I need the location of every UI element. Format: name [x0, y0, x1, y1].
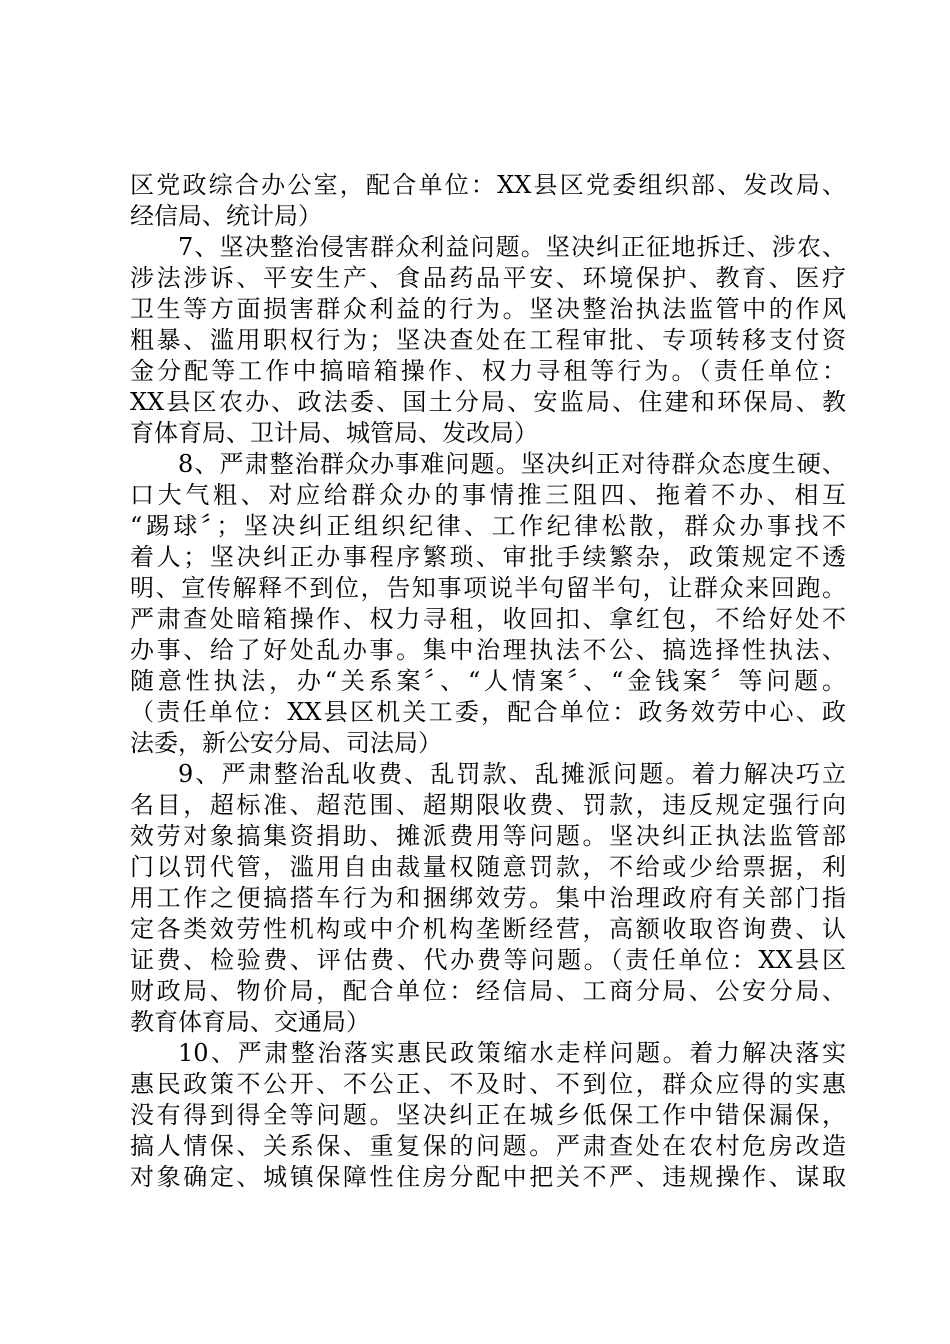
text-line: 涉法涉诉、平安生产、食品药品平安、环境保护、教育、医疗	[130, 264, 846, 292]
text-line: 教育体育局、交通局）	[130, 1008, 370, 1036]
text-line: 门以罚代管，滥用自由裁量权随意罚款，不给或少给票据，利	[130, 853, 846, 881]
paragraph-start-line: 10、严肃整治落实惠民政策缩水走样问题。着力解决落实	[178, 1039, 846, 1067]
paragraph-start-line: 8、严肃整治群众办事难问题。坚决纠正对待群众态度生硬、	[178, 450, 846, 478]
text-line: 区党政综合办公室，配合单位：XX县区党委组织部、发改局、	[130, 171, 846, 199]
text-line: 明、宣传解释不到位，告知事项说半句留半句，让群众来回跑。	[130, 574, 846, 602]
text-line: 对象确定、城镇保障性住房分配中把关不严、违规操作、谋取	[130, 1163, 846, 1191]
text-line: 没有得到得全等问题。坚决纠正在城乡低保工作中错保漏保，	[130, 1101, 846, 1129]
text-line: 着人；坚决纠正办事程序繁琐、审批手续繁杂，政策规定不透	[130, 543, 846, 571]
text-line: 口大气粗、对应给群众办的事情推三阻四、拖着不办、相互	[130, 481, 846, 509]
text-line: （责任单位：XX县区机关工委，配合单位：政务效劳中心、政	[130, 698, 846, 726]
text-line: 定各类效劳性机构或中介机构垄断经营，高额收取咨询费、认	[130, 915, 846, 943]
text-line: 严肃查处暗箱操作、权力寻租，收回扣、拿红包，不给好处不	[130, 605, 846, 633]
paragraph-start-line: 9、严肃整治乱收费、乱罚款、乱摊派问题。着力解决巧立	[178, 760, 846, 788]
text-line: 金分配等工作中搞暗箱操作、权力寻租等行为。（责任单位：	[130, 357, 846, 385]
text-line: 育体育局、卫计局、城管局、发改局）	[130, 419, 538, 447]
text-line: “踢球〞；坚决纠正组织纪律、工作纪律松散，群众办事找不	[130, 512, 846, 540]
text-line: 粗暴、滥用职权行为；坚决查处在工程审批、专项转移支付资	[130, 326, 846, 354]
text-line: 法委，新公安分局、司法局）	[130, 729, 442, 757]
text-line: 效劳对象搞集资捐助、摊派费用等问题。坚决纠正执法监管部	[130, 822, 846, 850]
document-body	[130, 170, 846, 1193]
text-line: XX县区农办、政法委、国土分局、安监局、住建和环保局、教	[130, 388, 846, 416]
text-line: 卫生等方面损害群众利益的行为。坚决整治执法监管中的作风	[130, 295, 846, 323]
text-line: 搞人情保、关系保、重复保的问题。严肃查处在农村危房改造	[130, 1132, 846, 1160]
text-line: 名目，超标准、超范围、超期限收费、罚款，违反规定强行向	[130, 791, 846, 819]
text-line: 经信局、统计局）	[130, 202, 322, 230]
text-line: 财政局、物价局，配合单位：经信局、工商分局、公安分局、	[130, 977, 846, 1005]
text-line: 随意性执法，办“关系案〞、“人情案〞、“金钱案〞等问题。	[130, 667, 846, 695]
text-line: 办事、给了好处乱办事。集中治理执法不公、搞选择性执法、	[130, 636, 846, 664]
text-line: 证费、检验费、评估费、代办费等问题。（责任单位：XX县区	[130, 946, 846, 974]
text-line: 用工作之便搞搭车行为和捆绑效劳。集中治理政府有关部门指	[130, 884, 846, 912]
text-line: 惠民政策不公开、不公正、不及时、不到位，群众应得的实惠	[130, 1070, 846, 1098]
paragraph-start-line: 7、坚决整治侵害群众利益问题。坚决纠正征地拆迁、涉农、	[178, 233, 846, 261]
